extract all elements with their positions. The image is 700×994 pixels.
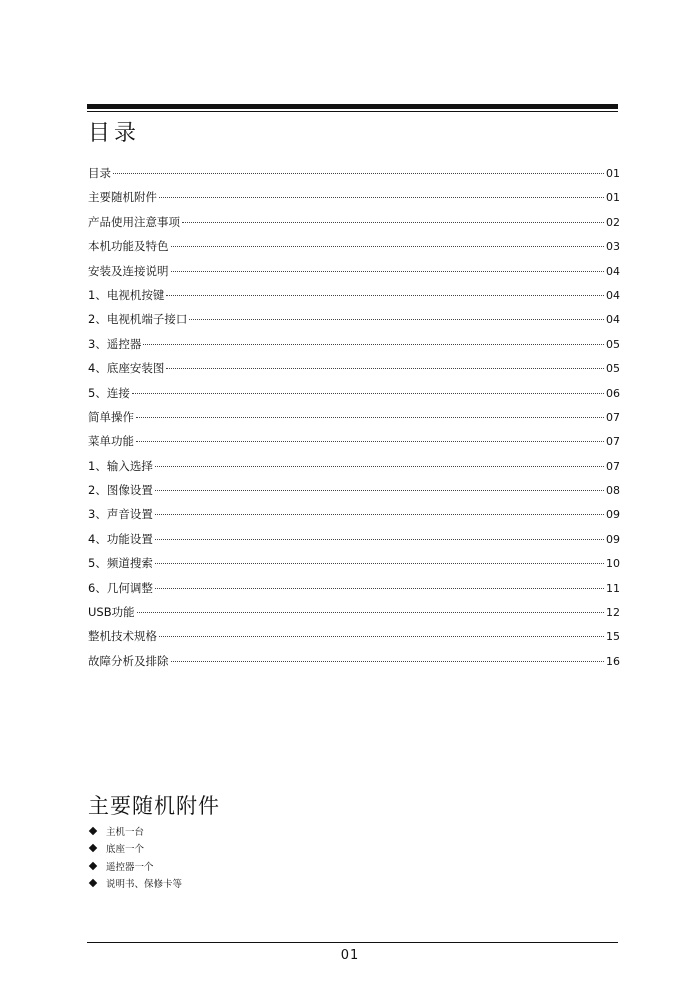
accessory-item: [88, 857, 182, 875]
toc-dot-leader: [171, 271, 605, 272]
toc-entry-label: 2、图像设置: [88, 483, 153, 498]
toc-entry[interactable]: [88, 337, 620, 361]
accessory-label: 说明书、保修卡等: [106, 879, 183, 891]
toc-entry-page: 07: [606, 435, 620, 449]
toc-entry-label: 目录: [88, 166, 111, 180]
toc-entry[interactable]: [88, 532, 620, 556]
toc-entry[interactable]: [88, 581, 620, 605]
toc-entry[interactable]: [88, 312, 620, 336]
toc-dot-leader: [136, 441, 604, 442]
toc-entry-page: 05: [606, 362, 620, 376]
toc-entry-page: 05: [606, 337, 620, 351]
toc-dot-leader: [155, 514, 604, 515]
toc-entry-page: 01: [606, 167, 620, 180]
toc-entry-page: 08: [606, 484, 620, 498]
accessory-label: 主机一台: [106, 826, 145, 838]
toc-dot-leader: [137, 612, 604, 613]
toc-entry-page: 15: [606, 630, 620, 644]
toc-entry[interactable]: [88, 215, 620, 239]
diamond-bullet-icon: [89, 862, 97, 870]
toc-entry[interactable]: [88, 629, 620, 653]
top-thick-rule: [87, 104, 618, 109]
toc-entry-label: 5、频道搜索: [88, 556, 153, 571]
toc-dot-leader: [136, 417, 604, 418]
toc-entry-label: 2、电视机端子接口: [88, 312, 188, 327]
toc-entry[interactable]: [88, 288, 620, 312]
toc-entry-page: 01: [606, 191, 620, 205]
toc-dot-leader: [182, 222, 604, 223]
toc-entry[interactable]: [88, 556, 620, 580]
toc-entry[interactable]: [88, 239, 620, 263]
toc-entry-label: 本机功能及特色: [88, 239, 169, 254]
toc-entry-page: 07: [606, 410, 620, 424]
toc-entry-page: 12: [606, 606, 620, 620]
toc-entry[interactable]: [88, 264, 620, 288]
toc-entry-page: 06: [606, 386, 620, 400]
toc-entry[interactable]: [88, 386, 620, 410]
toc-heading: 目录: [88, 121, 141, 146]
toc-entry[interactable]: [88, 434, 620, 458]
toc-entry[interactable]: [88, 507, 620, 531]
toc-entry-page: 11: [606, 581, 620, 595]
accessory-item: [88, 822, 182, 840]
toc-entry[interactable]: [88, 654, 620, 678]
toc-entry-page: 10: [606, 557, 620, 571]
toc-entry-label: 简单操作: [88, 409, 134, 424]
page-number: 01: [340, 948, 360, 963]
toc-entry-label: 1、电视机按键: [88, 287, 165, 302]
toc-dot-leader: [155, 588, 604, 589]
toc-entry-label: 安装及连接说明: [88, 263, 169, 278]
diamond-bullet-icon: [89, 827, 97, 835]
toc-entry[interactable]: [88, 166, 620, 190]
toc-entry-page: 09: [606, 532, 620, 546]
toc-entry-page: 16: [606, 654, 620, 668]
toc-entry[interactable]: [88, 483, 620, 507]
toc-entry-label: 产品使用注意事项: [88, 214, 180, 229]
top-thin-rule: [87, 111, 618, 112]
toc-dot-leader: [166, 295, 604, 296]
toc-entry-page: 09: [606, 508, 620, 522]
toc-entry-page: 04: [606, 264, 620, 278]
toc-dot-leader: [155, 563, 604, 564]
toc-entry-label: 4、底座安装图: [88, 361, 165, 376]
bottom-rule: [87, 942, 618, 943]
toc-entry[interactable]: [88, 361, 620, 385]
toc-entry-page: 07: [606, 459, 620, 473]
toc-entry-label: 4、功能设置: [88, 531, 153, 546]
toc-dot-leader: [155, 539, 604, 540]
toc-entry-label: 6、几何调整: [88, 580, 153, 595]
accessory-item: [88, 840, 182, 858]
accessory-label: 遥控器一个: [106, 861, 154, 873]
toc-dot-leader: [171, 246, 605, 247]
toc-entry[interactable]: [88, 459, 620, 483]
toc-entry-label: 整机技术规格: [88, 629, 157, 644]
toc-entry[interactable]: [88, 605, 620, 629]
toc-entry-page: 03: [606, 240, 620, 254]
accessories-list: [88, 822, 182, 892]
toc-dot-leader: [113, 173, 604, 174]
toc-dot-leader: [189, 319, 604, 320]
toc-dot-leader: [143, 344, 604, 345]
toc-entry-label: 菜单功能: [88, 434, 134, 449]
toc-entry-page: 04: [606, 288, 620, 302]
toc-dot-leader: [155, 490, 604, 491]
toc-list: [88, 166, 620, 678]
toc-entry-label: 3、声音设置: [88, 507, 153, 522]
toc-dot-leader: [171, 661, 605, 662]
accessory-item: [88, 875, 182, 893]
toc-dot-leader: [159, 636, 604, 637]
diamond-bullet-icon: [89, 879, 97, 887]
toc-entry-label: 故障分析及排除: [88, 653, 169, 668]
toc-dot-leader: [155, 466, 604, 467]
toc-entry[interactable]: [88, 410, 620, 434]
accessories-heading: 主要随机附件: [88, 794, 220, 818]
accessory-label: 底座一个: [106, 844, 145, 856]
toc-entry-page: 02: [606, 215, 620, 229]
toc-entry-label: USB功能: [88, 605, 135, 620]
toc-dot-leader: [132, 393, 604, 394]
toc-entry-label: 1、输入选择: [88, 458, 153, 473]
toc-entry-page: 04: [606, 313, 620, 327]
toc-entry-label: 3、遥控器: [88, 336, 142, 351]
toc-entry-label: 5、连接: [88, 385, 130, 400]
toc-dot-leader: [166, 368, 604, 369]
toc-entry-label: 主要随机附件: [88, 190, 157, 205]
diamond-bullet-icon: [89, 844, 97, 852]
toc-entry[interactable]: [88, 190, 620, 214]
toc-dot-leader: [159, 197, 604, 198]
